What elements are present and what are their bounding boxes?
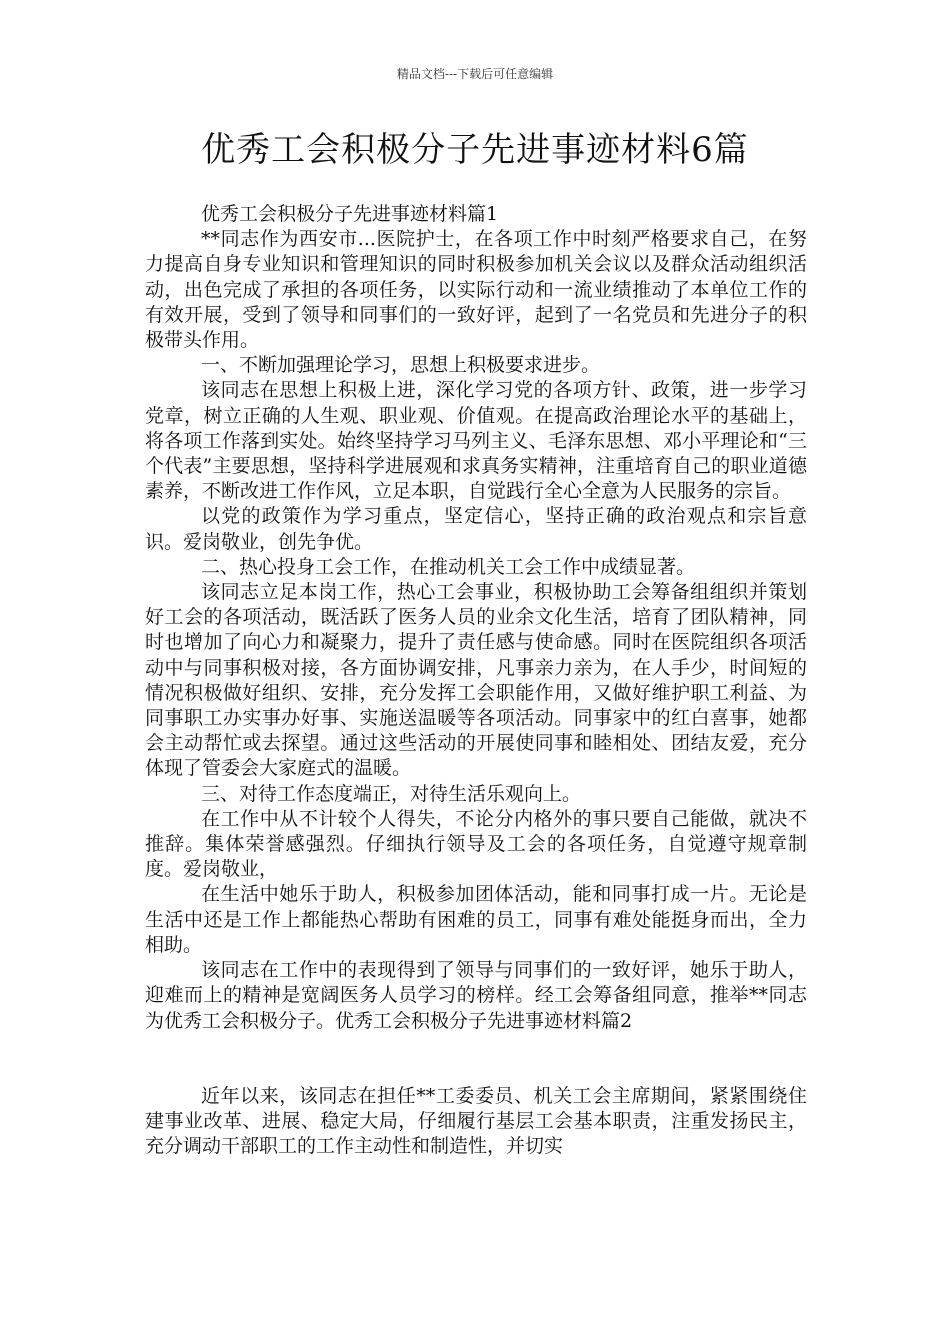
- header-note: 精品文档---下载后可任意编辑: [396, 67, 554, 81]
- paragraph: 该同志在思想上积极上进，深化学习党的各项方针、政策，进一步学习党章，树立正确的人生观、职业观、价值观。在提高政治理论水平的基础上，将各项工作落到实处。始终坚持学习马列主义、毛泽东思想、邓小平理论和“三个代表”主要思想，坚持科学进展观和求真务实精神，注重培育自己的职业道德素养，不断改进工作作风，立足本职，自觉践行全心全意为人民服务的宗旨。: [145, 379, 807, 503]
- section-heading: 一、不断加强理论学习，思想上积极要求进步。: [201, 354, 601, 377]
- paragraph: 在工作中从不计较个人得失，不论分内格外的事只要自己能做，就决不推辞。集体荣誉感强烈。仔细执行领导及工会的各项任务，自觉遵守规章制度。爱岗敬业，: [145, 807, 807, 881]
- paragraph: 该同志立足本岗工作，热心工会事业，积极协助工会筹备组组织并策划好工会的各项活动，既活跃了医务人员的业余文化生活，培育了团队精神，同时也增加了向心力和凝聚力，提升了责任感与使命感。同时在医院组织各项活动中与同事积极对接，各方面协调安排，凡事亲力亲为，在人手少，时间短的情况积极做好组织、安排，充分发挥工会职能作用，又做好维护职工利益、为同事职工办实事办好事、实施送温暖等各项活动。同事家中的红白喜事，她都会主动帮忙或去探望。通过这些活动的开展使同事和睦相处、团结友爱，充分体现了管委会大家庭式的温暖。: [145, 581, 807, 780]
- section-heading: 三、对待工作态度端正，对待生活乐观向上。: [201, 782, 582, 805]
- section-heading: 二、热心投身工会工作，在推动机关工会工作中成绩显著。: [201, 555, 696, 578]
- paragraph: **同志作为西安市...医院护士，在各项工作中时刻严格要求自己，在努力提高自身专业知识和管理知识的同时积极参加机关会议以及群众活动组织活动，出色完成了承担的各项任务，以实际行动和一流业绩推动了本单位工作的有效开展，受到了领导和同事们的一致好评，起到了一名党员和先进分子的积极带头作用。: [145, 228, 807, 352]
- document-body: [145, 202, 807, 1159]
- document-title: 优秀工会积极分子先进事迹材料6篇: [201, 130, 749, 170]
- paragraph: 以党的政策作为学习重点，坚定信心，坚持正确的政治观点和宗旨意识。爱岗敬业，创先争优。: [145, 505, 807, 553]
- paragraph: 在生活中她乐于助人，积极参加团体活动，能和同事打成一片。无论是生活中还是工作上都能热心帮助有困难的员工，同事有难处能挺身而出，全力相助。: [145, 883, 807, 956]
- paragraph: 近年以来，该同志在担任**工委委员、机关工会主席期间，紧紧围绕住建事业改革、进展、稳定大局，仔细履行基层工会基本职责，注重发扬民主，充分调动干部职工的工作主动性和制造性，并切实: [145, 1084, 807, 1158]
- section-heading: 优秀工会积极分子先进事迹材料篇1: [201, 203, 499, 225]
- paragraph: 该同志在工作中的表现得到了领导与同事们的一致好评，她乐于助人，迎难而上的精神是宽阔医务人员学习的榜样。经工会筹备组同意，推举**同志为优秀工会积极分子。优秀工会积极分子先进事迹材料篇2: [145, 959, 807, 1032]
